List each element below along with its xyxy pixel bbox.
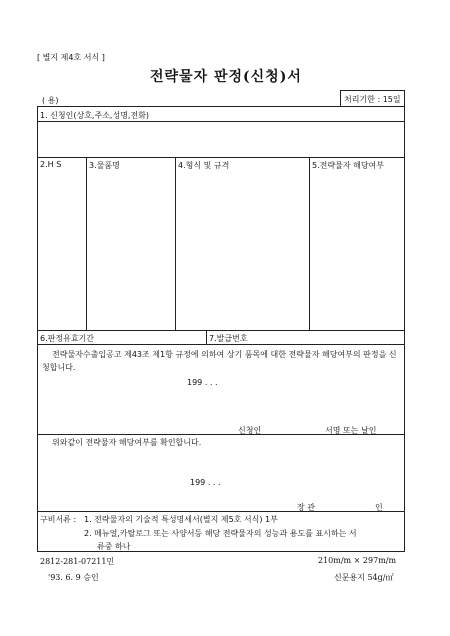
strategic-status-field-label: 5.전략물자 해당여부 <box>312 161 384 170</box>
attachments-label: 구비서류 : <box>40 515 77 524</box>
confirmation-date: 199 . . . <box>190 478 221 487</box>
processing-deadline: 처리기한 : 15일 <box>344 95 401 104</box>
attachment-item-2-cont: 류중 하나 <box>97 542 131 551</box>
paper-size: 210m/m × 297m/m <box>318 556 397 565</box>
issue-number-field-label: 7.발급번호 <box>209 334 248 343</box>
application-date: 199 . . . <box>187 378 218 387</box>
authority-label: 장 관 <box>297 503 315 512</box>
form-code: 2812-281-07211민 <box>40 557 115 566</box>
hs-field-label: 2.H S <box>40 160 62 169</box>
sign-label: 서명 또는 날인 <box>325 426 377 435</box>
application-statement: 전략물자수출입공고 제43조 제1항 규정에 의하여 상기 품목에 대한 전략물자 해당여부의 판정을 신청합니다. <box>42 350 397 372</box>
validity-period-field-label: 6.판정유효기간 <box>40 334 95 343</box>
attachment-item-2: 2. 메뉴얼,카탈로그 또는 사양서등 해당 전략물자의 성능과 용도를 표시하는 서 <box>84 529 357 538</box>
approval-date: '93. 6. 9 승인 <box>48 573 99 582</box>
attachment-item-1: 1. 전략물자의 기술적 특성명세서(별지 제5호 서식) 1부 <box>84 515 278 524</box>
usage-label: ( 용) <box>42 96 59 105</box>
form-number: [ 별지 제4호 서식 ] <box>37 53 105 62</box>
applicant-field-label: 1. 신청인(상호,주소,성명,전화) <box>40 111 150 120</box>
item-name-field-label: 3.물품명 <box>89 161 120 170</box>
confirmation-statement: 위와같이 전략물자 해당여부를 확인합니다. <box>52 438 202 447</box>
seal-label: 인 <box>375 503 383 512</box>
applicant-label: 신청인 <box>238 426 262 435</box>
form-title: 전략물자 판정(신청)서 <box>150 69 302 85</box>
model-spec-field-label: 4.형식 및 규격 <box>178 161 230 170</box>
paper-type: 신문용지 54g/㎡ <box>334 573 394 582</box>
